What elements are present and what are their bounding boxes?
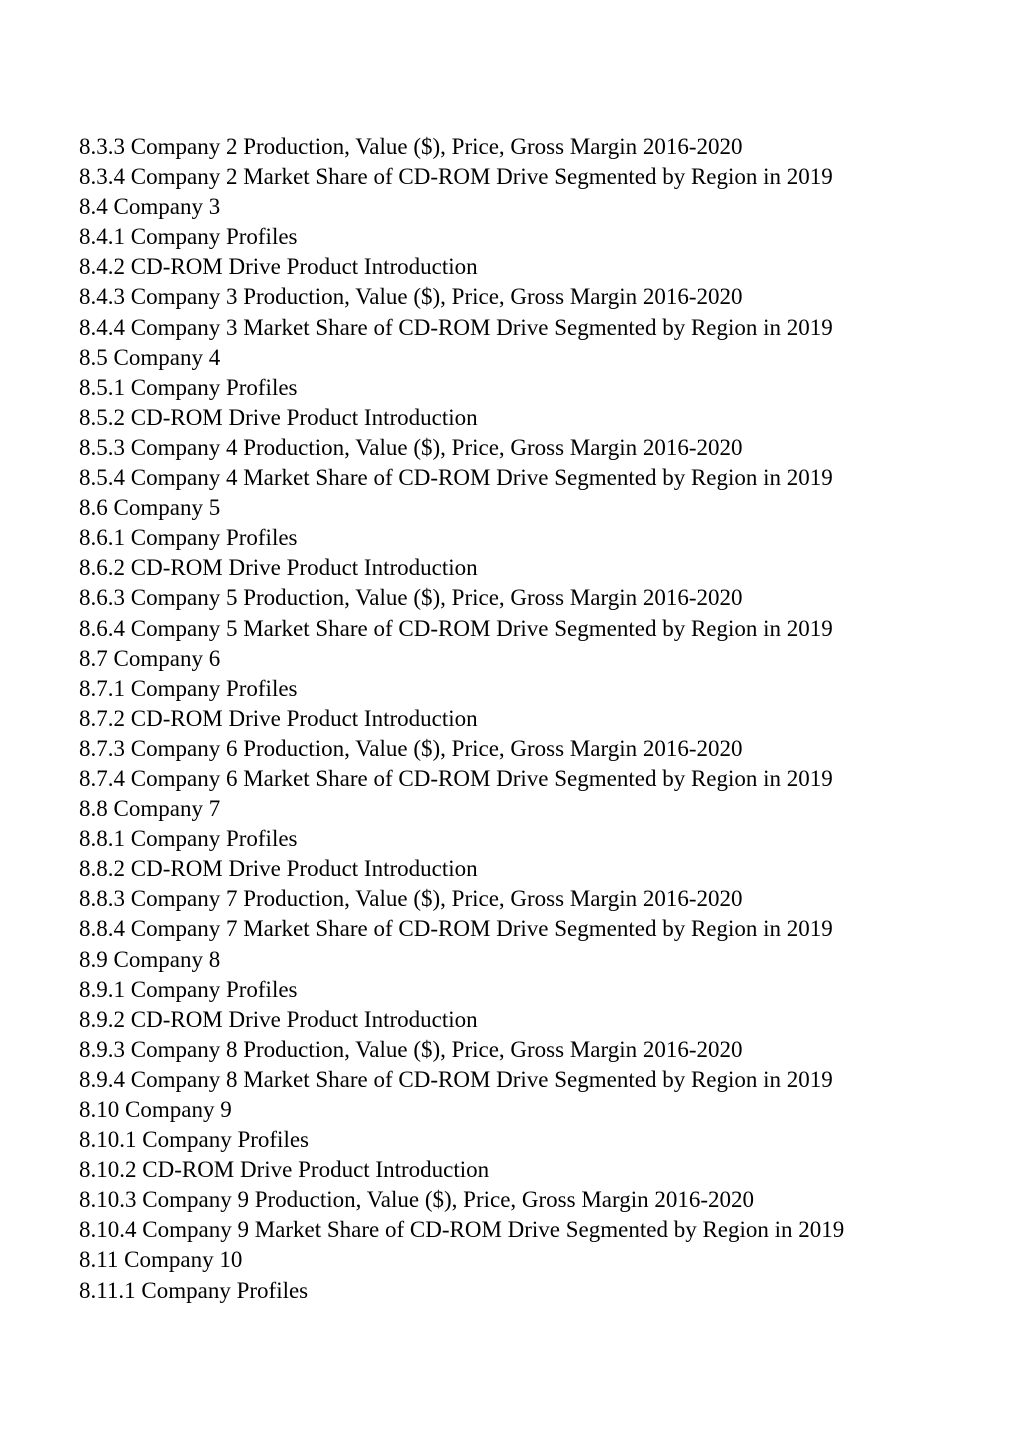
toc-line: 8.4 Company 3 — [79, 194, 221, 220]
toc-line: 8.7.3 Company 6 Production, Value ($), Price, Gross Margin 2016-2020 — [79, 735, 743, 761]
toc-line: 8.6.4 Company 5 Market Share of CD-ROM Drive Segmented by Region in 2019 — [79, 615, 833, 641]
table-of-contents — [79, 132, 844, 1306]
toc-line: 8.10.1 Company Profiles — [79, 1127, 309, 1153]
toc-line: 8.5.4 Company 4 Market Share of CD-ROM Drive Segmented by Region in 2019 — [79, 465, 833, 491]
toc-line: 8.8 Company 7 — [79, 796, 221, 822]
toc-line: 8.6.2 CD-ROM Drive Product Introduction — [79, 555, 478, 581]
toc-line: 8.11.1 Company Profiles — [79, 1277, 309, 1303]
toc-line: 8.8.1 Company Profiles — [79, 826, 298, 852]
toc-line: 8.9.2 CD-ROM Drive Product Introduction — [79, 1006, 478, 1032]
toc-line: 8.7.2 CD-ROM Drive Product Introduction — [79, 705, 478, 731]
toc-line: 8.7 Company 6 — [79, 645, 221, 671]
toc-line: 8.6 Company 5 — [79, 495, 221, 521]
toc-line: 8.5.2 CD-ROM Drive Product Introduction — [79, 404, 478, 430]
toc-line: 8.9.3 Company 8 Production, Value ($), Price, Gross Margin 2016-2020 — [79, 1036, 743, 1062]
toc-line: 8.7.4 Company 6 Market Share of CD-ROM Drive Segmented by Region in 2019 — [79, 765, 833, 791]
toc-line: 8.10.4 Company 9 Market Share of CD-ROM Drive Segmented by Region in 2019 — [79, 1217, 845, 1243]
toc-line: 8.5.3 Company 4 Production, Value ($), Price, Gross Margin 2016-2020 — [79, 434, 743, 460]
toc-line: 8.5.1 Company Profiles — [79, 374, 298, 400]
toc-line: 8.5 Company 4 — [79, 344, 221, 370]
toc-line: 8.9.4 Company 8 Market Share of CD-ROM Drive Segmented by Region in 2019 — [79, 1066, 833, 1092]
toc-line: 8.4.2 CD-ROM Drive Product Introduction — [79, 254, 478, 280]
toc-line: 8.3.4 Company 2 Market Share of CD-ROM Drive Segmented by Region in 2019 — [79, 164, 833, 190]
toc-line: 8.11 Company 10 — [79, 1247, 243, 1273]
toc-line: 8.8.3 Company 7 Production, Value ($), Price, Gross Margin 2016-2020 — [79, 886, 743, 912]
toc-line: 8.3.3 Company 2 Production, Value ($), Price, Gross Margin 2016-2020 — [79, 134, 743, 159]
toc-line: 8.6.3 Company 5 Production, Value ($), Price, Gross Margin 2016-2020 — [79, 585, 743, 611]
toc-line: 8.7.1 Company Profiles — [79, 675, 298, 701]
toc-line: 8.4.4 Company 3 Market Share of CD-ROM Drive Segmented by Region in 2019 — [79, 314, 833, 340]
toc-line: 8.9.1 Company Profiles — [79, 976, 298, 1002]
toc-line: 8.10.3 Company 9 Production, Value ($), Price, Gross Margin 2016-2020 — [79, 1187, 755, 1213]
toc-line: 8.8.2 CD-ROM Drive Product Introduction — [79, 856, 478, 882]
toc-line: 8.9 Company 8 — [79, 946, 221, 972]
toc-line: 8.10 Company 9 — [79, 1097, 232, 1122]
toc-line: 8.4.3 Company 3 Production, Value ($), Price, Gross Margin 2016-2020 — [79, 284, 743, 310]
toc-line: 8.10.2 CD-ROM Drive Product Introduction — [79, 1157, 490, 1183]
toc-line: 8.6.1 Company Profiles — [79, 525, 298, 551]
toc-line: 8.4.1 Company Profiles — [79, 224, 298, 250]
toc-line: 8.8.4 Company 7 Market Share of CD-ROM Drive Segmented by Region in 2019 — [79, 916, 833, 942]
